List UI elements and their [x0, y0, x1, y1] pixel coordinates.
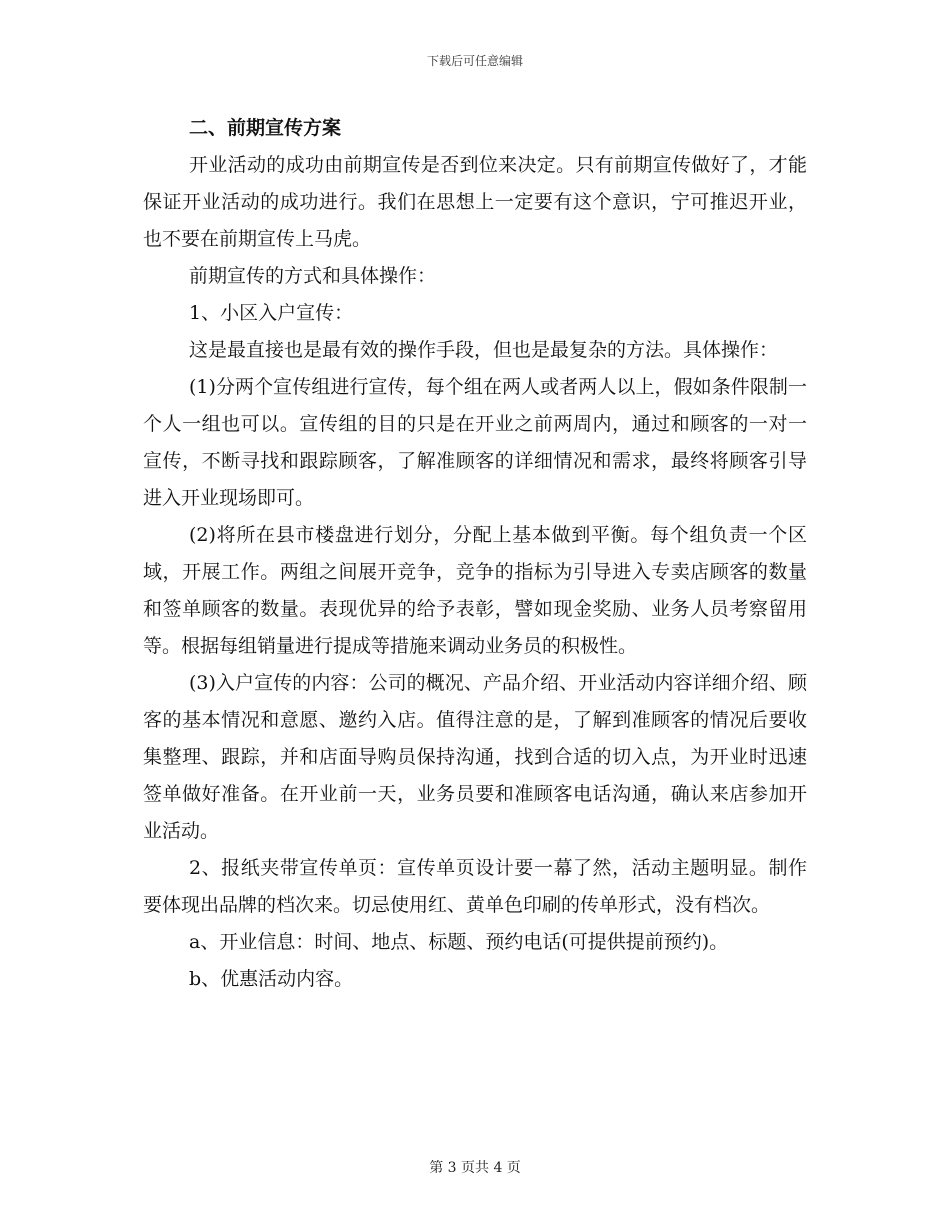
paragraph-subitem-2: (2)将所在县市楼盘进行划分，分配上基本做到平衡。每个组负责一个区域，开展工作。两组之间展开竞争，竞争的指标为引导进入专卖店顾客的数量和签单顾客的数量。表现优异的给予表彰，譬如现金奖励、业务人员考察留用等。根据每组销量进行提成等措施来调动业务员的积极性。	[143, 524, 807, 657]
page-number: 第 3 页共 4 页	[429, 1160, 521, 1176]
paragraph-subitem-3: (3)入户宣传的内容：公司的概况、产品介绍、开业活动内容详细介绍、顾客的基本情况和意愿、邀约入店。值得注意的是，了解到准顾客的情况后要收集整理、跟踪，并和店面导购员保持沟通，找到合适的切入点，为开业时迅速签单做好准备。在开业前一天，业务员要和准顾客电话沟通，确认来店参加开业活动。	[143, 672, 807, 842]
paragraph-methods-heading: 前期宣传的方式和具体操作：	[189, 265, 437, 287]
section-title: 二、前期宣传方案	[189, 117, 342, 139]
paragraph-item-2a: a、开业信息：时间、地点、标题、预约电话(可提供提前预约)。	[189, 931, 729, 953]
paragraph-subitem-1: (1)分两个宣传组进行宣传，每个组在两人或者两人以上，假如条件限制一个人一组也可以。宣传组的目的只是在开业之前两周内，通过和顾客的一对一宣传，不断寻找和跟踪顾客，了解准顾客的详细情况和需求，最终将顾客引导进入开业现场即可。	[143, 376, 807, 509]
document-body	[143, 110, 807, 998]
paragraph-item-1-desc: 这是最直接也是最有效的操作手段，但也是最复杂的方法。具体操作：	[189, 339, 779, 361]
page-header: 下载后可任意编辑	[426, 54, 523, 68]
paragraph-item-2b: b、优惠活动内容。	[189, 968, 354, 990]
paragraph-item-2: 2、报纸夹带宣传单页：宣传单页设计要一幕了然，活动主题明显。制作要体现出品牌的档次来。切忌使用红、黄单色印刷的传单形式，没有档次。	[143, 857, 807, 916]
paragraph-intro: 开业活动的成功由前期宣传是否到位来决定。只有前期宣传做好了，才能保证开业活动的成功进行。我们在思想上一定要有这个意识，宁可推迟开业，也不要在前期宣传上马虎。	[143, 154, 807, 250]
paragraph-item-1-heading: 1、小区入户宣传：	[189, 302, 354, 324]
